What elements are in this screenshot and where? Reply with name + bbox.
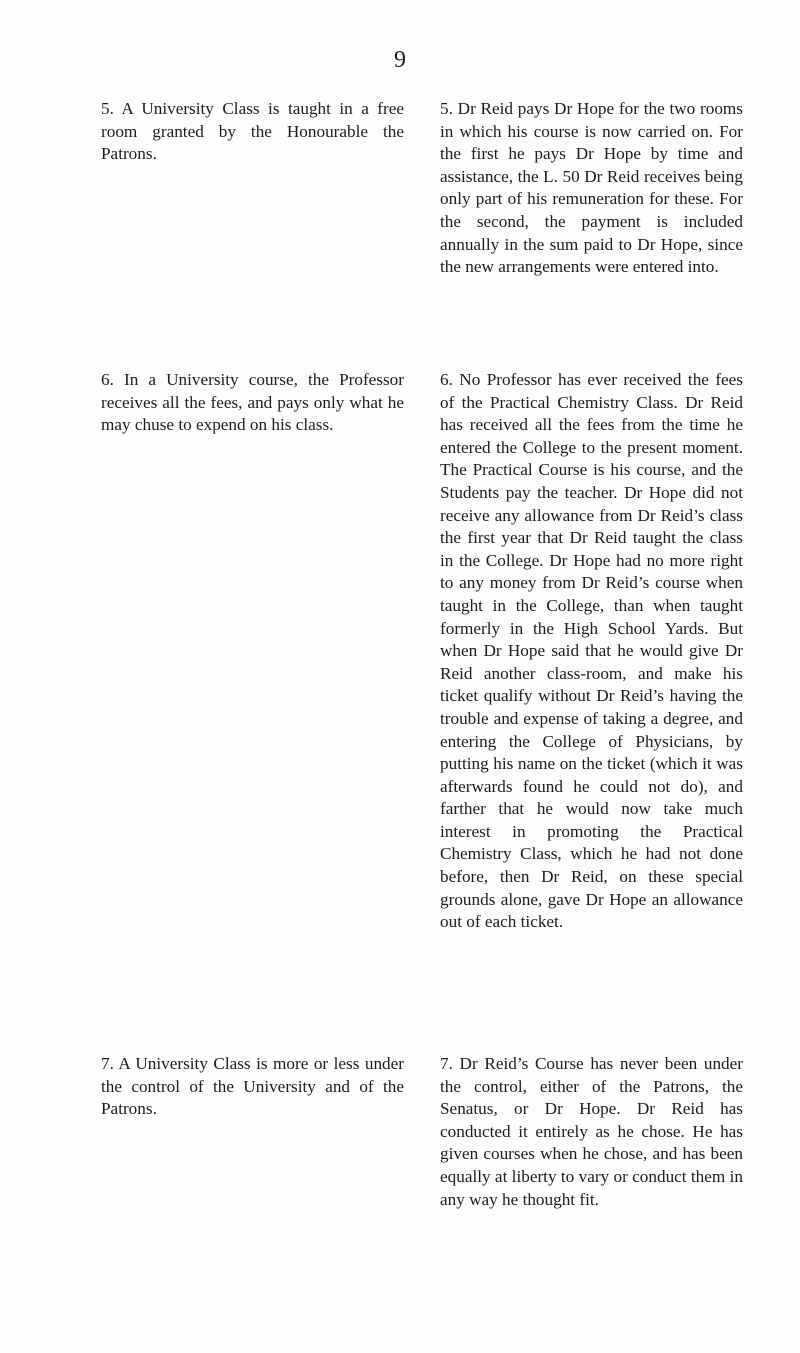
left-text-6: 6. In a University course, the Professor receives all the fees, and pays only what he may chuse to expend on his class. bbox=[101, 370, 404, 435]
left-text-5: 5. A University Class is taught in a free room granted by the Honourable the Patrons. bbox=[101, 99, 404, 164]
right-text-7: 7. Dr Reid’s Course has never been under the control, either of the Patrons, the Senatus, or Dr Hope. Dr Reid has conducted it entirely as he chose. He has given courses when he chose, and has been equally at liberty to vary or conduct them in any way he thought fit. bbox=[440, 1054, 743, 1209]
right-paragraph-7 bbox=[440, 1053, 743, 1211]
right-text-6: 6. No Professor has ever received the fees of the Practical Chemistry Class. Dr Reid has received all the fees from the time he entered the College to the present moment. The Practical Course is his course, and the Students pay the teacher. Dr Hope did not receive any allowance from Dr Reid’s class the first year that Dr Reid taught the class in the College. Dr Hope had no more right to any money from Dr Reid’s course when taught in the College, than when taught formerly in the High School Yards. But when Dr Hope said that he would give Dr Reid another class-room, and make his ticket qualify without Dr Reid’s having the trouble and expense of taking a degree, and entering the College of Physicians, by putting his name on the ticket (which it was afterwards found he could not do), and farther that he would now take much interest in promoting the Practical Chemistry Class, which he had not done before, then Dr Reid, on these special grounds alone, gave Dr Hope an allowance out of each ticket. bbox=[440, 370, 743, 932]
left-paragraph-7 bbox=[101, 1053, 404, 1121]
right-paragraph-5 bbox=[440, 98, 743, 279]
right-paragraph-6 bbox=[440, 369, 743, 934]
left-text-7: 7. A University Class is more or less under the control of the University and of the Patrons. bbox=[101, 1054, 404, 1119]
right-text-5: 5. Dr Reid pays Dr Hope for the two rooms in which his course is now carried on. For the first he pays Dr Hope by time and assistance, the L. 50 Dr Reid receives being only part of his remuneration for these. For the second, the payment is included annually in the sum paid to Dr Hope, since the new arrangements were entered into. bbox=[440, 99, 743, 277]
page-number: 9 bbox=[394, 47, 406, 73]
left-paragraph-6 bbox=[101, 369, 404, 437]
left-paragraph-5 bbox=[101, 98, 404, 166]
